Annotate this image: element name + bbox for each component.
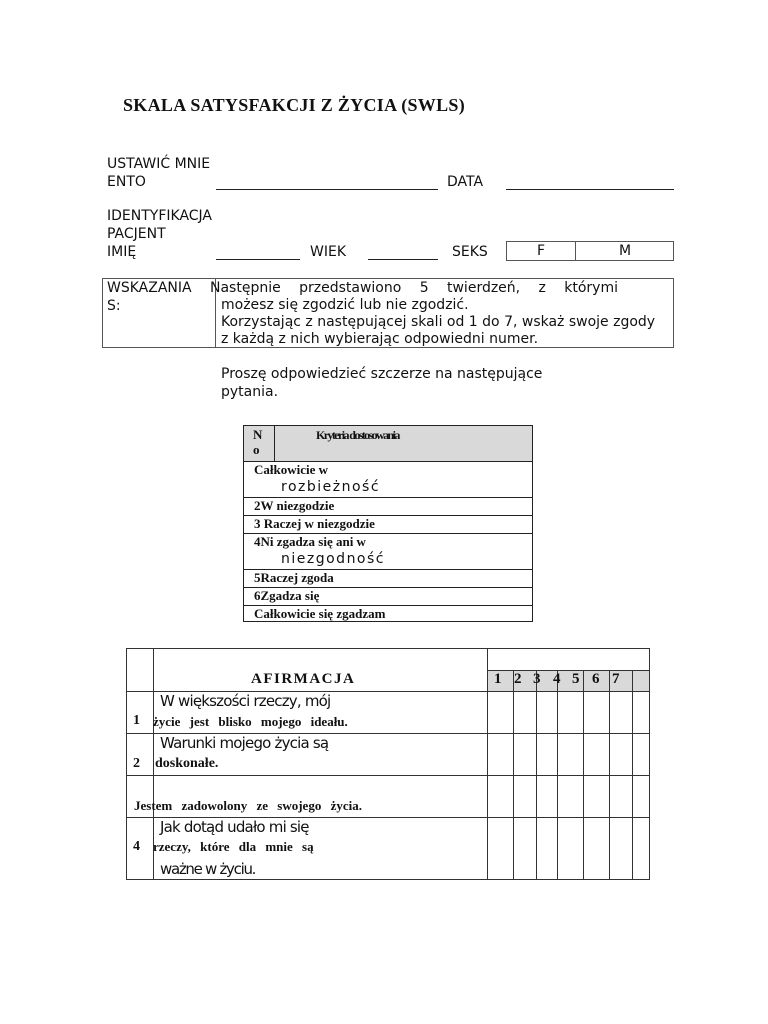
- scale-table-header: [244, 426, 532, 462]
- scale-row-7-text: Całkowicie się zgadzam: [254, 606, 386, 621]
- scale-row-7: [244, 605, 532, 621]
- instructions-line-4: z każdą z nich wybierając odpowiedni numer.: [221, 331, 539, 347]
- instructions-label-line2: S:: [107, 298, 121, 314]
- setting-label-line1: USTAWIĆ MNIE: [107, 156, 211, 172]
- scale-table: [243, 425, 533, 622]
- setting-label-line2: ENTO: [107, 174, 146, 190]
- sex-option-m[interactable]: M: [619, 243, 632, 259]
- patient-label: [107, 207, 212, 261]
- instructions-label-line1: WSKAZANIA: [107, 280, 192, 296]
- affirmation-row-4-line-2: rzeczy, które dla mnie są: [153, 839, 314, 854]
- sex-option-f[interactable]: F: [537, 243, 546, 259]
- patient-label-line3: IMIĘ: [107, 244, 137, 260]
- scale-row-2: [244, 497, 532, 516]
- patient-label-line1: IDENTYFIKACJA: [107, 208, 213, 224]
- date-label: DATA: [447, 174, 484, 190]
- name-field[interactable]: [216, 259, 300, 260]
- scale-row-1: [244, 461, 532, 498]
- patient-label-line2: PACJENT: [107, 226, 166, 242]
- scale-header-number: [253, 427, 262, 457]
- scale-row-4-text-2: niezgodność: [281, 551, 385, 567]
- scale-row-2-text: 2W niezgodzie: [254, 498, 335, 513]
- scale-row-3-text: 3 Raczej w niezgodzie: [254, 516, 375, 531]
- instructions-line-3: Korzystając z następującej skali od 1 do 7, wskaż swoje zgody: [221, 314, 656, 330]
- scale-header-number-line2: o: [253, 442, 260, 457]
- setting-field[interactable]: [216, 189, 438, 190]
- affirmation-row-1-line-1: W większości rzeczy, mój: [160, 692, 331, 710]
- affirmation-row-1-line-2: życie jest blisko mojego ideału.: [153, 714, 348, 729]
- affirmation-row-1-number: 1: [133, 713, 140, 728]
- affirmation-table: [126, 648, 650, 880]
- affirmation-row-4-line-3: ważne w życiu.: [160, 860, 256, 878]
- setting-label: [107, 155, 210, 191]
- affirmation-row-4-line-1: Jak dotąd udało mi się: [160, 818, 309, 836]
- scale-row-1-text-2: rozbieżność: [281, 479, 381, 495]
- sex-selector: [506, 241, 674, 261]
- page-title: SKALA SATYSFAKCJI Z ŻYCIA (SWLS): [123, 95, 466, 115]
- scale-number-2: 2: [514, 671, 522, 687]
- scale-number-5: 5: [572, 671, 580, 687]
- prompt-line-2: pytania.: [221, 384, 279, 400]
- scale-number-7: 7: [612, 671, 620, 687]
- sex-label: SEKS: [452, 244, 488, 260]
- affirmation-row-3-line-2: Jestem zadowolony ze swojego życia.: [134, 798, 362, 813]
- instructions-line-1: Następnie przedstawiono 5 twierdzeń, z którymi: [210, 280, 618, 296]
- date-field[interactable]: [506, 189, 674, 190]
- scale-row-5-text: 5Raczej zgoda: [254, 570, 334, 585]
- scale-row-6-text: 6Zgadza się: [254, 588, 320, 603]
- scale-row-6: [244, 587, 532, 606]
- age-field[interactable]: [368, 259, 438, 260]
- age-label: WIEK: [310, 244, 346, 260]
- scale-header-criteria: Kryteria dostosowania: [316, 428, 399, 442]
- scale-row-4: [244, 533, 532, 570]
- affirmation-row-2-line-2: doskonałe.: [155, 756, 219, 771]
- affirmation-row-2-line-1: Warunki mojego życia są: [160, 734, 329, 752]
- scale-header-number-line1: N: [253, 427, 263, 442]
- scale-number-6: 6: [592, 671, 600, 687]
- scale-number-4: 4: [553, 671, 561, 687]
- prompt-text: [221, 365, 542, 401]
- scale-row-1-text: Całkowicie w: [254, 462, 329, 477]
- instructions-line-2: możesz się zgodzić lub nie zgodzić.: [221, 297, 469, 313]
- instructions-label: [107, 279, 192, 315]
- prompt-line-1: Proszę odpowiedzieć szczerze na następujące: [221, 366, 543, 382]
- scale-number-3: 3: [533, 671, 541, 687]
- scale-number-1: 1: [494, 671, 502, 687]
- affirmation-row-2-number: 2: [133, 756, 140, 771]
- affirmation-header: AFIRMACJA: [251, 671, 356, 687]
- scale-row-3: [244, 515, 532, 534]
- scale-row-4-text: 4Ni zgadza się ani w: [254, 534, 366, 549]
- scale-row-5: [244, 569, 532, 588]
- affirmation-row-4-number: 4: [133, 839, 140, 854]
